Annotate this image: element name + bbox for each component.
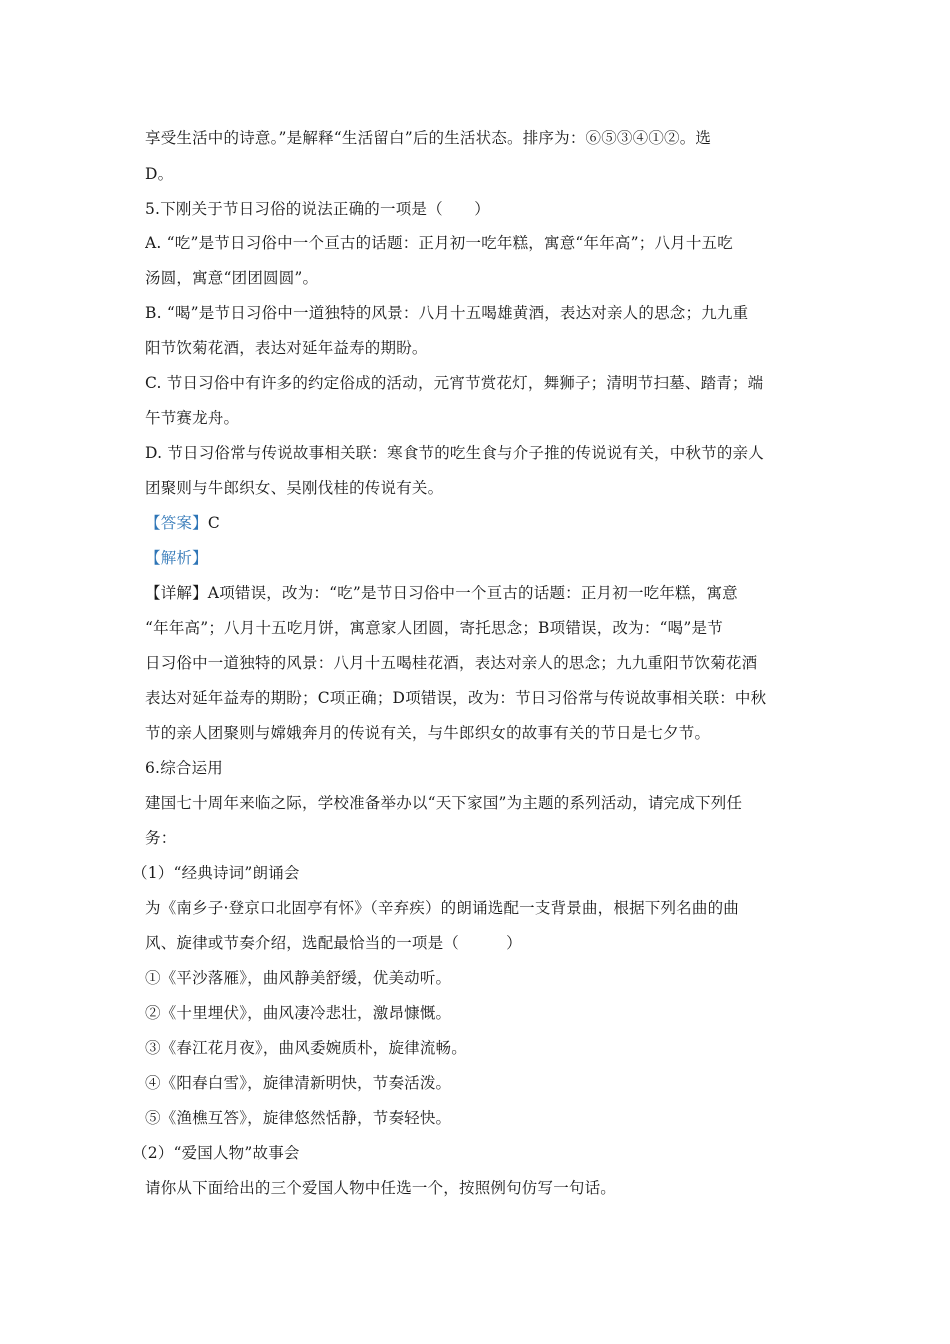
analysis-tag: 【解析】 [145,549,208,567]
option-c-cont: 午节赛龙舟。 [145,409,240,427]
detail-line: 表达对延年益寿的期盼；C项正确；D项错误，改为：节日习俗常与传说故事相关联：中秋 [145,689,767,707]
subtask-1-stem-cont: 风、旋律或节奏介绍，选配最恰当的一项是（ ） [145,934,522,952]
question-6-intro: 建国七十周年来临之际，学校准备举办以“天下家国”为主题的系列活动，请完成下列任 [145,794,743,812]
music-option-3: ③《春江花月夜》，曲风委婉质朴，旋律流畅。 [145,1039,467,1057]
music-option-5: ⑤《渔樵互答》，旋律悠然恬静，节奏轻快。 [145,1109,452,1127]
question-5-stem: 5.下刚关于节日习俗的说法正确的一项是（ ） [145,200,490,218]
analysis-line [145,547,817,569]
detail-line: “年年高”；八月十五吃月饼，寓意家人团圆，寄托思念；B项错误，改为：“喝”是节 [145,619,723,637]
answer-line [145,512,817,534]
music-option-1: ①《平沙落雁》，曲风静美舒缓，优美动听。 [145,969,452,987]
text-line: 享受生活中的诗意。”是解释“生活留白”后的生活状态。排序为：⑥⑤③④①②。选 [145,129,712,147]
music-option-2: ②《十里埋伏》，曲风凄冷悲壮，激昂慷慨。 [145,1004,452,1022]
subtask-1-stem: 为《南乡子·登京口北固亭有怀》（辛弃疾）的朗诵选配一支背景曲，根据下列名曲的曲 [145,899,739,917]
question-6-title: 6.综合运用 [145,759,223,777]
subtask-2-title: （2）“爱国人物”故事会 [132,1144,300,1162]
option-b: B. “喝”是节日习俗中一道独特的风景：八月十五喝雄黄酒，表达对亲人的思念；九九重 [145,304,749,322]
option-a: A. “吃”是节日习俗中一个亘古的话题：正月初一吃年糕，寓意“年年高”；八月十五吃 [145,234,733,252]
option-a-cont: 汤圆，寓意“团团圆圆”。 [145,269,319,287]
question-6-intro-cont: 务： [145,829,177,847]
option-b-cont: 阳节饮菊花酒，表达对延年益寿的期盼。 [145,339,428,357]
option-c: C. 节日习俗中有许多的约定俗成的活动，元宵节赏花灯，舞狮子；清明节扫墓、踏青；端 [145,374,764,392]
detail-line: 节的亲人团聚则与嫦娥奔月的传说有关，与牛郎织女的故事有关的节日是七夕节。 [145,724,711,742]
answer-tag: 【答案】 [145,514,208,532]
option-d: D. 节日习俗常与传说故事相关联：寒食节的吃生食与介子推的传说说有关，中秋节的亲人 [145,444,764,462]
subtask-2-stem: 请你从下面给出的三个爱国人物中任选一个，按照例句仿写一句话。 [145,1179,617,1197]
text-line: D。 [145,165,174,183]
answer-value: C [207,514,220,532]
detail-line: 【详解】A项错误，改为：“吃”是节日习俗中一个亘古的话题：正月初一吃年糕，寓意 [145,584,738,602]
music-option-4: ④《阳春白雪》，旋律清新明快，节奏活泼。 [145,1074,452,1092]
option-d-cont: 团聚则与牛郎织女、吴刚伐桂的传说有关。 [145,479,444,497]
subtask-1-title: （1）“经典诗词”朗诵会 [132,864,300,882]
detail-line: 日习俗中一道独特的风景：八月十五喝桂花酒，表达对亲人的思念；九九重阳节饮菊花酒 [145,654,758,672]
